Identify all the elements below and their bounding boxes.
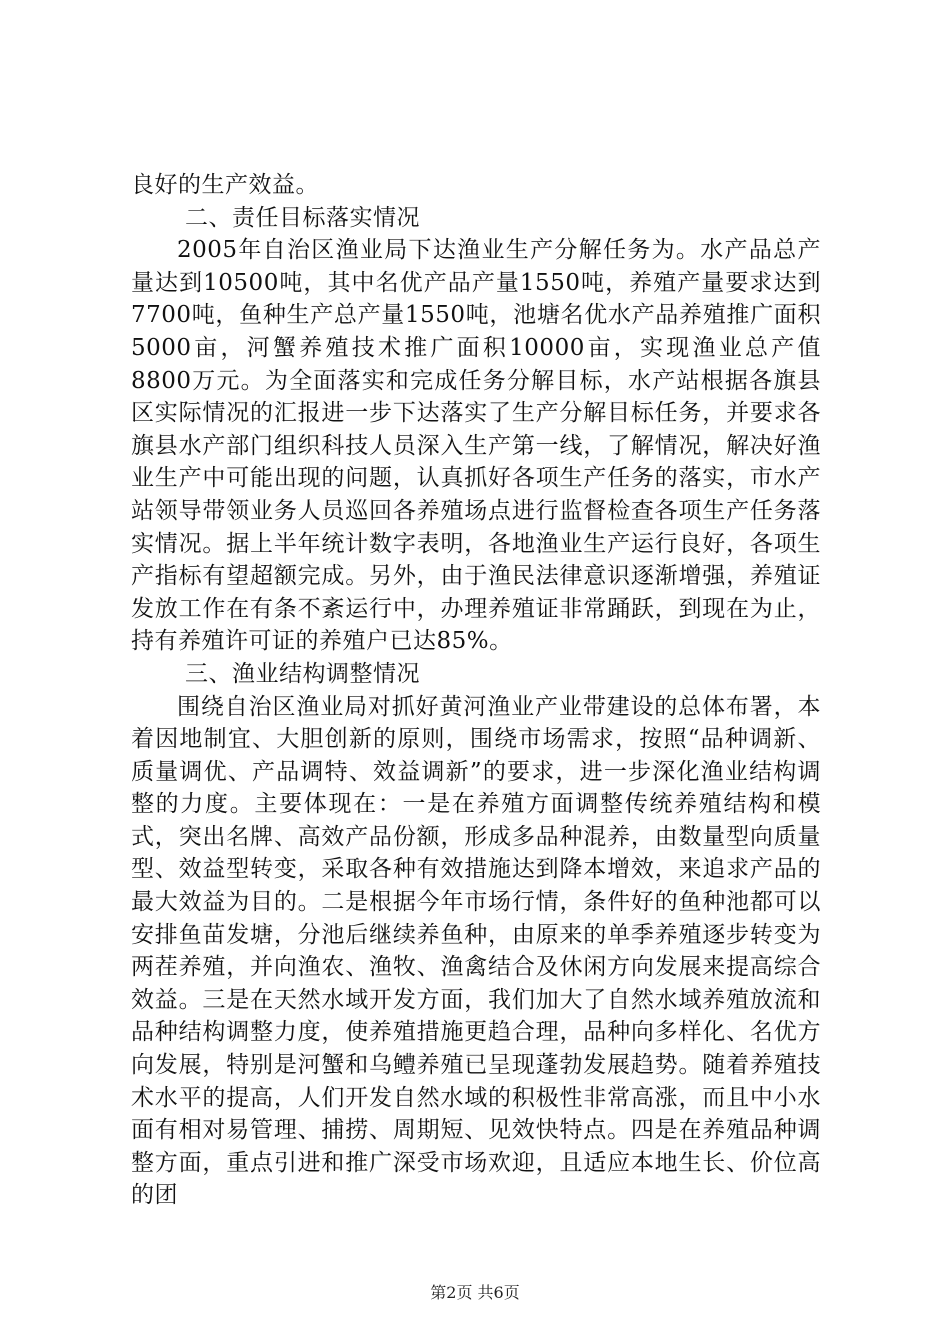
paragraph-structure-adjustment: 围绕自治区渔业局对抓好黄河渔业产业带建设的总体布署，本着因地制宜、大胆创新的原则，围绕市场需求，按照“品种调新、质量调优、产品调特、效益调新”的要求，进一步深化渔业结构调整的力度。主要体现在：一是在养殖方面调整传统养殖结构和模式，突出名牌、高效产品份额，形成多品种混养，由数量型向质量型、效益型转变，采取各种有效措施达到降本增效，来追求产品的最大效益为目的。二是根据今年市场行情，条件好的鱼种池都可以安排鱼苗发塘，分池后继续养鱼种，由原来的单季养殖逐步转变为两茬养殖，并向渔农、渔牧、渔禽结合及休闲方向发展来提高综合效益。三是在天然水域开发方面，我们加大了自然水域养殖放流和品种结构调整力度，使养殖措施更趋合理，品种向多样化、名优方向发展，特别是河蟹和乌鳢养殖已呈现蓬勃发展趋势。随着养殖技术水平的提高，人们开发自然水域的积极性非常高涨，而且中小水面有相对易管理、捕捞、周期短、见效快特点。四是在养殖品种调整方面，重点引进和推广深受市场欢迎，且适应本地生长、价位高的团 bbox=[131, 693, 821, 1209]
paragraph-continuation: 良好的生产效益。 bbox=[131, 172, 319, 198]
document-body bbox=[131, 169, 821, 1212]
section-heading-responsibility-targets: 二、责任目标落实情况 bbox=[185, 204, 421, 231]
paragraph-responsibility-targets: 2005年自治区渔业局下达渔业生产分解任务为。水产品总产量达到10500吨，其中名优产品产量1550吨，养殖产量要求达到7700吨，鱼种生产总产量1550吨，池塘名优水产品养殖推广面积5000亩，河蟹养殖技术推广面积10000亩，实现渔业总产值8800万元。为全面落实和完成任务分解目标，水产站根据各旗县区实际情况的汇报进一步下达落实了生产分解目标任务，并要求各旗县水产部门组织科技人员深入生产第一线，了解情况，解决好渔业生产中可能出现的问题，认真抓好各项生产任务的落实，市水产站领导带领业务人员巡回各养殖场点进行监督检查各项生产任务落实情况。据上半年统计数字表明，各地渔业生产运行良好，各项生产指标有望超额完成。另外，由于渔民法律意识逐渐增强，养殖证发放工作在有条不紊运行中，办理养殖证非常踊跃，到现在为止，持有养殖许可证的养殖户已达85%。 bbox=[131, 237, 821, 655]
page-footer: 第2页 共6页 bbox=[430, 1283, 520, 1302]
section-heading-structure-adjustment: 三、渔业结构调整情况 bbox=[185, 660, 421, 687]
